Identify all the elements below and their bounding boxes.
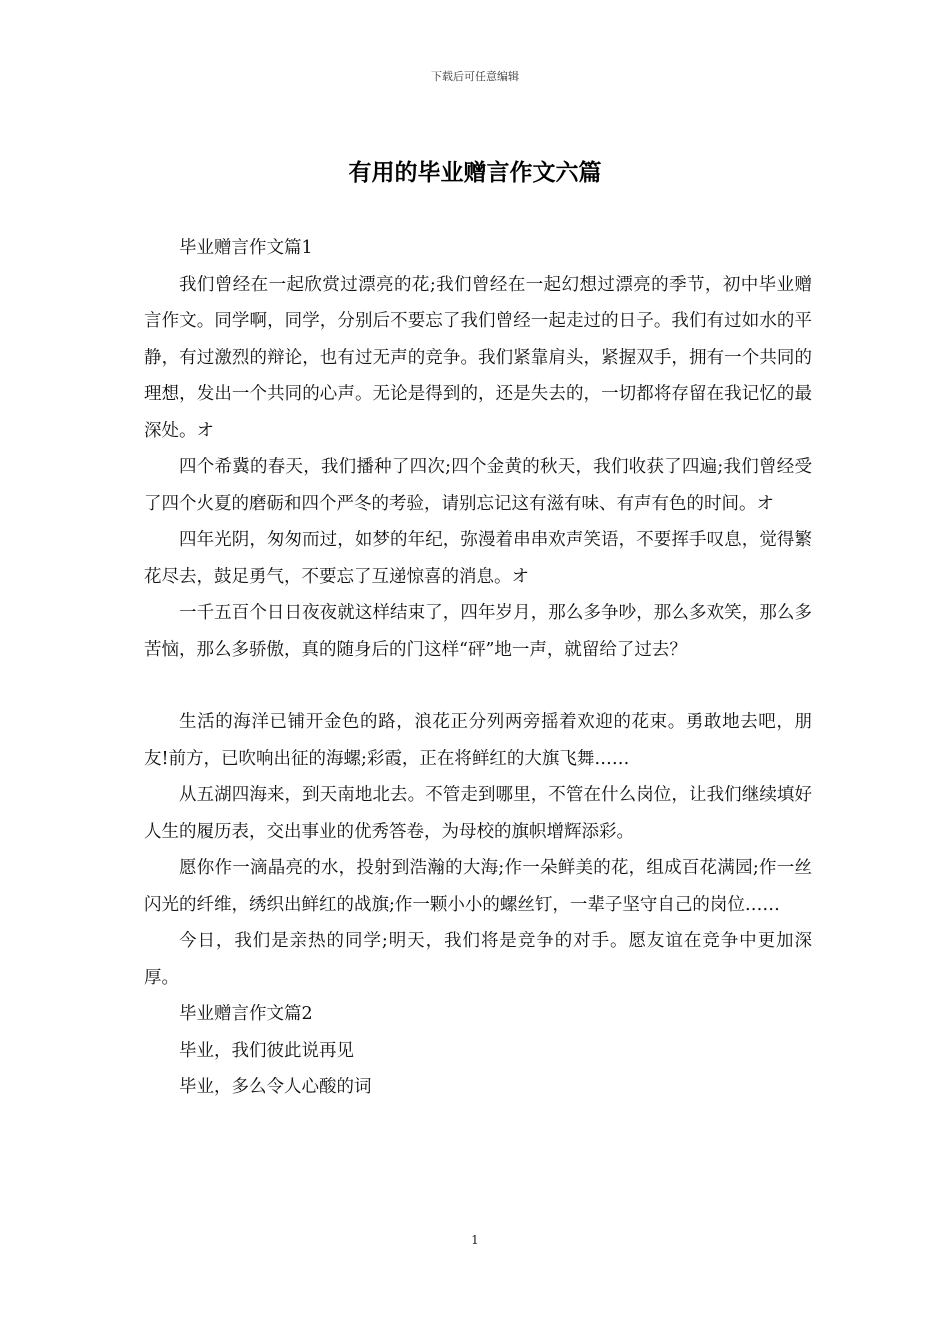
page-number: 1 <box>471 1233 479 1247</box>
section-heading: 毕业赠言作文篇1 <box>179 238 313 258</box>
document-title: 有用的毕业赠言作文六篇 <box>348 159 602 186</box>
paragraph: 今日，我们是亲热的同学;明天，我们将是竞争的对手。愿友谊在竞争中更加深厚。 <box>144 931 812 988</box>
paragraph-gap <box>144 668 812 704</box>
document-body <box>144 230 812 1106</box>
paragraph: 毕业，多么令人心酸的词 <box>179 1077 372 1097</box>
paragraph: 毕业，我们彼此说再见 <box>179 1040 354 1061</box>
section-heading: 毕业赠言作文篇2 <box>179 1004 313 1024</box>
paragraph: 四年光阴，匆匆而过，如梦的年纪，弥漫着串串欢声笑语，不要挥手叹息，觉得繁花尽去，鼓足勇气，不要忘了互递惊喜的消息。オ <box>144 530 812 587</box>
paragraph: 愿你作一滴晶亮的水，投射到浩瀚的大海;作一朵鲜美的花，组成百花满园;作一丝闪光的纤维，绣织出鲜红的战旗;作一颗小小的螺丝钉，一辈子坚守自己的岗位…… <box>144 858 812 915</box>
paragraph: 生活的海洋已铺开金色的路，浪花正分列两旁摇着欢迎的花束。勇敢地去吧，朋友!前方，已吹响出征的海螺;彩霞，正在将鲜红的大旗飞舞…… <box>144 712 812 769</box>
header-note: 下载后可任意编辑 <box>431 70 519 83</box>
paragraph: 四个希冀的春天，我们播种了四次;四个金黄的秋天，我们收获了四遍;我们曾经受了四个火夏的磨砺和四个严冬的考验，请别忘记这有滋有味、有声有色的时间。オ <box>144 457 812 514</box>
paragraph: 我们曾经在一起欣赏过漂亮的花;我们曾经在一起幻想过漂亮的季节，初中毕业赠言作文。同学啊，同学，分别后不要忘了我们曾经一起走过的日子。我们有过如水的平静，有过激烈的辩论，也有过无声的竞争。我们紧靠肩头，紧握双手，拥有一个共同的理想，发出一个共同的心声。无论是得到的，还是失去的，一切都将存留在我记忆的最深处。オ <box>144 274 812 441</box>
paragraph: 从五湖四海来，到天南地北去。不管走到哪里，不管在什么岗位，让我们继续填好人生的履历表，交出事业的优秀答卷，为母校的旗帜增辉添彩。 <box>144 785 812 842</box>
paragraph: 一千五百个日日夜夜就这样结束了，四年岁月，那么多争吵，那么多欢笑，那么多苦恼，那么多骄傲，真的随身后的门这样“砰”地一声，就留给了过去？ <box>144 603 812 660</box>
